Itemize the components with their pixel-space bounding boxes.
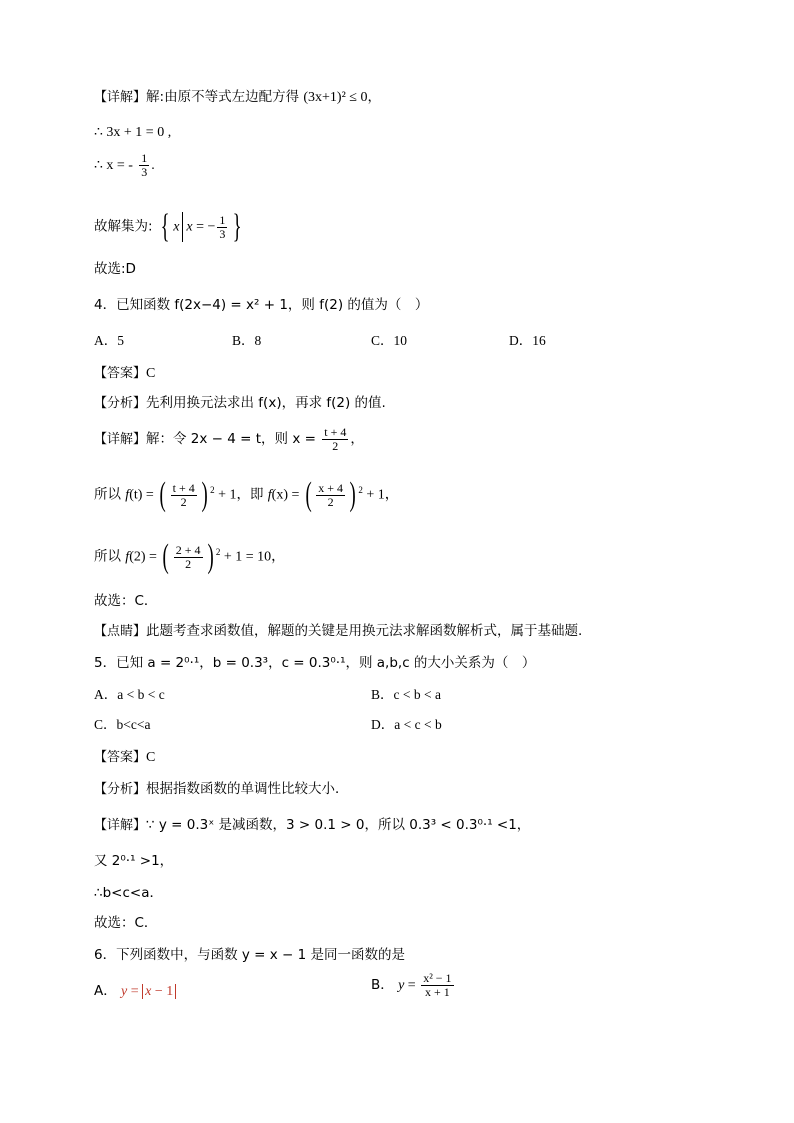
q4-answer: 【答案】C xyxy=(94,366,156,381)
fraction-one-third: $\frac{1}{3}$ xyxy=(141,151,148,179)
q4-substitution: 所以 f(t) = ( $\frac{t + 4}{2}$ ) $^2$ + 1，即 f(x) = ( $\frac{x + 4}{2}$ ) $^2$ + 1， xyxy=(94,476,399,513)
solution-set-line: 故解集为: { x x = − $\frac{1}{3}$ } xyxy=(94,208,243,245)
q5-analysis: 【分析】根据指数函数的单调性比较大小． xyxy=(94,781,349,797)
q5-line-3: ∴b<c<a． xyxy=(94,885,163,901)
detail-text: 解:由原不等式左边配方得 xyxy=(146,89,300,105)
answer-choice-d: 故选:D xyxy=(94,261,136,277)
equation-line: ∴ 3x + 1 = 0 , xyxy=(94,125,172,140)
inequality-expression: (3x+1)² ≤ 0 xyxy=(303,90,368,105)
q4-analysis: 【分析】先利用换元法求出 f(x)，再求 f(2) 的值. xyxy=(94,395,386,411)
detail-line-1: 【详解】解:由原不等式左边配方得 (3x+1)² ≤ 0， xyxy=(94,89,381,105)
solution-line: ∴ x = - $\frac{1}{3}$ . xyxy=(94,151,155,179)
question-6: 6．下列函数中，与函数 y = x − 1 是同一函数的是 xyxy=(94,947,406,963)
q5-option-b: B．c < b < a xyxy=(371,687,441,702)
q4-note: 【点睛】此题考查求函数值，解题的关键是用换元法求解函数解析式，属于基础题. xyxy=(94,623,583,639)
x-equals: ∴ x = - xyxy=(94,158,133,173)
q5-detail: 【详解】∵ y = 0.3ˣ 是减函数，3 > 0.1 > 0，所以 0.3³ < 0.3⁰·¹ <1， xyxy=(94,817,531,833)
q5-option-a: A．a < b < c xyxy=(94,687,165,702)
q4-result: 所以 f(2) = ( $\frac{2 + 4}{2}$ ) $^2$ + 1 = 10， xyxy=(94,538,286,575)
q4-option-a: A．5 xyxy=(94,333,124,348)
detail-tag: 【详解】 xyxy=(94,90,147,105)
q4-option-b: B．8 xyxy=(232,333,262,348)
q5-option-c: C．b<c<a xyxy=(94,717,151,732)
question-5: 5．已知 a = 2⁰·¹，b = 0.3³，c = 0.3⁰·¹，则 a,b,c 的大小关系为（ ） xyxy=(94,655,536,671)
q5-answer: 【答案】C xyxy=(94,750,156,765)
q5-line-2: 又 2⁰·¹ >1， xyxy=(94,853,174,869)
q5-option-d: D．a < c < b xyxy=(371,717,442,732)
q6-option-b: B． y = $\frac{\text{x² − 1}}{x + 1}$ xyxy=(371,971,452,999)
q5-choose: 故选：C． xyxy=(94,915,158,931)
q4-choose: 故选：C． xyxy=(94,593,158,609)
q6-option-a: A． y = x − 1 xyxy=(94,982,176,1001)
q4-detail: 【详解】解：令 2x − 4 = t，则 x = $\frac{t + 4}{2}$ ， xyxy=(94,425,364,453)
q4-option-c: C．10 xyxy=(371,333,408,348)
q4-option-d: D．16 xyxy=(509,333,546,348)
solution-set-label: 故解集为: xyxy=(94,218,153,235)
question-4: 4．已知函数 f(2x−4) = x² + 1，则 f(2) 的值为（ ） xyxy=(94,297,429,313)
